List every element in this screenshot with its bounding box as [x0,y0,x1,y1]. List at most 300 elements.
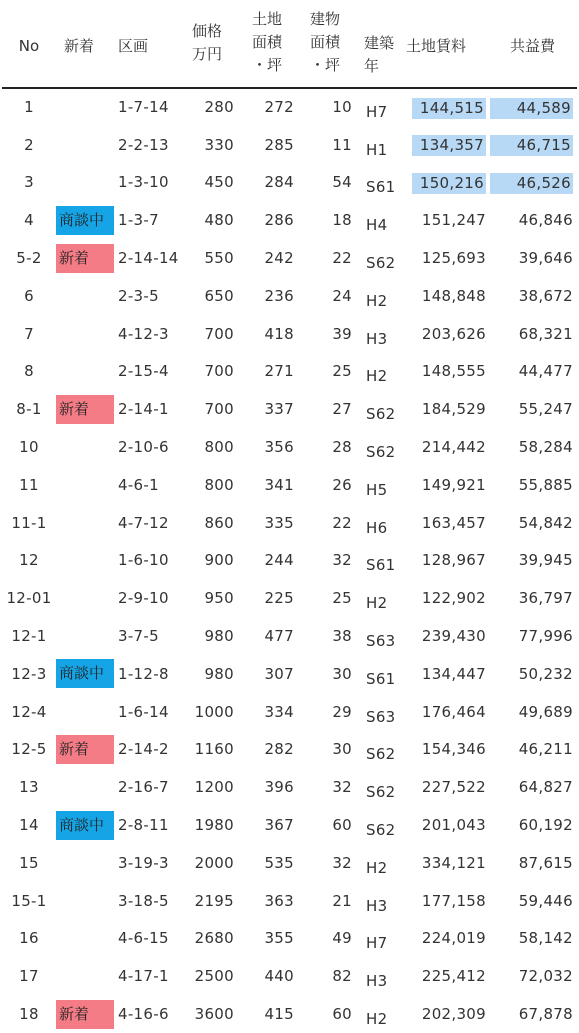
row-block: 2-2-13 [118,135,169,154]
row-land-rent [406,164,490,202]
header-built-year [360,0,406,88]
header-bldg-line-1: 建物 [310,10,341,28]
common-fee-value: 44,477 [518,362,573,381]
row-built-year: H7 [366,934,388,953]
row-land-rent [406,428,490,466]
row-no: 10 [19,438,39,457]
row-common-fee [490,806,577,844]
row-price: 1980 [194,816,234,835]
common-fee-value: 49,689 [518,702,573,721]
header-price-line-2: 万円 [192,45,223,63]
land-rent-value: 134,447 [421,664,486,683]
row-land-rent [406,315,490,353]
row-price: 700 [204,362,234,381]
row-common-fee [490,164,577,202]
row-building-area: 38 [332,627,352,646]
row-status-cell [56,542,114,580]
table-row [2,882,577,920]
row-building-area: 29 [332,702,352,721]
land-rent-value: 224,019 [421,929,486,948]
row-no: 17 [19,967,39,986]
row-status-cell [56,844,114,882]
property-table [2,0,577,1033]
header-block: 区画 [114,0,190,88]
row-building-area: 10 [332,98,352,117]
land-rent-value: 154,346 [421,740,486,759]
common-fee-value: 58,142 [518,929,573,948]
row-common-fee [490,617,577,655]
land-rent-value: 128,967 [421,551,486,570]
header-land-area [240,0,300,88]
row-price: 1160 [194,740,234,759]
land-rent-value: 202,309 [421,1005,486,1024]
row-built-year: H2 [366,291,388,310]
row-building-area: 21 [332,891,352,910]
row-no: 2 [24,135,34,154]
row-status-cell [56,164,114,202]
land-rent-value: 151,247 [421,211,486,230]
row-no: 8 [24,362,34,381]
row-block: 3-7-5 [118,627,159,646]
row-status-cell [56,806,114,844]
row-status-cell [56,88,114,126]
row-common-fee [490,957,577,995]
row-built-year: S62 [366,821,396,840]
row-price: 980 [204,664,234,683]
row-price: 700 [204,324,234,343]
row-no: 15 [19,853,39,872]
row-building-area: 82 [332,967,352,986]
row-block: 4-12-3 [118,324,169,343]
land-rent-value: 227,522 [421,778,486,797]
row-no: 12-1 [11,627,47,646]
row-block: 2-8-11 [118,816,169,835]
row-land-rent [406,693,490,731]
row-common-fee [490,201,577,239]
row-status-cell [56,390,114,428]
common-fee-value: 68,321 [518,324,573,343]
row-built-year: S61 [366,556,396,575]
row-built-year: S63 [366,632,396,651]
common-fee-value: 46,715 [490,135,573,156]
row-no: 3 [24,173,34,192]
row-land-area: 477 [264,627,294,646]
common-fee-value: 39,945 [518,551,573,570]
row-land-area: 335 [264,513,294,532]
row-land-rent [406,277,490,315]
header-land-rent: 土地賃料 [406,0,490,88]
row-land-area: 284 [264,173,294,192]
row-land-area: 244 [264,551,294,570]
row-building-area: 49 [332,929,352,948]
land-rent-value: 122,902 [421,589,486,608]
common-fee-value: 38,672 [518,286,573,305]
row-common-fee [490,126,577,164]
row-price: 900 [204,551,234,570]
row-price: 2000 [194,853,234,872]
row-common-fee [490,995,577,1033]
row-status-cell [56,768,114,806]
row-block: 2-15-4 [118,362,169,381]
new-badge: 新着 [56,735,114,764]
table-row [2,466,577,504]
land-rent-value: 176,464 [421,702,486,721]
table-row [2,164,577,202]
row-price: 1000 [194,702,234,721]
table-row [2,88,577,126]
row-price: 980 [204,627,234,646]
row-land-rent [406,882,490,920]
row-status-cell [56,617,114,655]
row-common-fee [490,844,577,882]
header-common-fee: 共益費 [490,0,577,88]
row-common-fee [490,655,577,693]
land-rent-value: 214,442 [421,438,486,457]
row-land-rent [406,806,490,844]
row-land-area: 356 [264,438,294,457]
row-building-area: 39 [332,324,352,343]
common-fee-value: 46,846 [518,211,573,230]
row-built-year: H3 [366,972,388,991]
header-land-line-2: 面積 [252,33,283,51]
row-land-area: 285 [264,135,294,154]
header-no: No [2,0,56,88]
common-fee-value: 55,247 [518,400,573,419]
table-row [2,390,577,428]
row-land-rent [406,844,490,882]
row-land-area: 236 [264,286,294,305]
row-status-cell [56,655,114,693]
row-common-fee [490,542,577,580]
land-rent-value: 184,529 [421,400,486,419]
row-land-rent [406,88,490,126]
row-no: 5-2 [16,249,42,268]
row-status-cell [56,579,114,617]
row-land-area: 341 [264,475,294,494]
row-land-rent [406,201,490,239]
row-common-fee [490,277,577,315]
row-block: 2-16-7 [118,778,169,797]
row-land-rent [406,353,490,391]
common-fee-value: 36,797 [518,589,573,608]
common-fee-value: 77,996 [518,627,573,646]
row-land-rent [406,617,490,655]
row-no: 7 [24,324,34,343]
row-common-fee [490,315,577,353]
common-fee-value: 55,885 [518,475,573,494]
row-building-area: 32 [332,778,352,797]
header-bldg-line-3: ・坪 [310,56,341,74]
table-row [2,920,577,958]
row-price: 2680 [194,929,234,948]
row-land-rent [406,542,490,580]
row-status-cell [56,882,114,920]
row-building-area: 25 [332,589,352,608]
row-built-year: S63 [366,707,396,726]
table-row [2,277,577,315]
land-rent-value: 148,848 [421,286,486,305]
row-common-fee [490,504,577,542]
row-built-year: H6 [366,518,388,537]
row-no: 8-1 [16,400,42,419]
row-price: 700 [204,400,234,419]
row-common-fee [490,353,577,391]
row-block: 1-3-7 [118,211,159,230]
row-land-area: 272 [264,98,294,117]
table-row [2,995,577,1033]
row-building-area: 32 [332,551,352,570]
row-price: 950 [204,589,234,608]
land-rent-value: 203,626 [421,324,486,343]
header-new: 新着 [56,0,114,88]
row-no: 6 [24,286,34,305]
table-row [2,126,577,164]
row-status-cell [56,466,114,504]
row-building-area: 60 [332,816,352,835]
row-built-year: H2 [366,594,388,613]
row-land-rent [406,655,490,693]
row-status-cell [56,504,114,542]
row-built-year: H2 [366,858,388,877]
row-land-area: 367 [264,816,294,835]
row-price: 480 [204,211,234,230]
row-status-cell [56,995,114,1033]
row-land-area: 242 [264,249,294,268]
table-row [2,655,577,693]
row-no: 18 [19,1005,39,1024]
row-building-area: 22 [332,513,352,532]
row-land-area: 418 [264,324,294,343]
row-common-fee [490,579,577,617]
row-built-year: S61 [366,178,396,197]
row-building-area: 18 [332,211,352,230]
row-building-area: 28 [332,438,352,457]
row-land-area: 286 [264,211,294,230]
row-status-cell [56,428,114,466]
row-common-fee [490,390,577,428]
row-price: 1200 [194,778,234,797]
row-land-rent [406,579,490,617]
row-common-fee [490,693,577,731]
row-land-area: 535 [264,853,294,872]
common-fee-value: 50,232 [518,664,573,683]
row-no: 4 [24,211,34,230]
row-status-cell [56,201,114,239]
row-building-area: 27 [332,400,352,419]
row-land-rent [406,466,490,504]
common-fee-value: 46,211 [518,740,573,759]
row-block: 2-10-6 [118,438,169,457]
row-price: 330 [204,135,234,154]
negotiating-badge: 商談中 [56,659,114,688]
row-price: 450 [204,173,234,192]
row-block: 1-3-10 [118,173,169,192]
common-fee-value: 72,032 [518,967,573,986]
common-fee-value: 58,284 [518,438,573,457]
land-rent-value: 144,515 [412,98,486,119]
negotiating-badge: 商談中 [56,206,114,235]
row-land-area: 334 [264,702,294,721]
row-land-rent [406,239,490,277]
row-land-area: 396 [264,778,294,797]
row-block: 3-18-5 [118,891,169,910]
row-status-cell [56,957,114,995]
table-row [2,768,577,806]
row-no: 12 [19,551,39,570]
table-row [2,693,577,731]
row-price: 280 [204,98,234,117]
row-built-year: S61 [366,669,396,688]
land-rent-value: 225,412 [421,967,486,986]
common-fee-value: 64,827 [518,778,573,797]
table-row [2,806,577,844]
row-price: 650 [204,286,234,305]
row-building-area: 22 [332,249,352,268]
row-land-rent [406,390,490,428]
common-fee-value: 44,589 [490,98,573,119]
row-block: 2-14-1 [118,400,169,419]
row-land-rent [406,957,490,995]
row-land-area: 363 [264,891,294,910]
row-block: 4-7-12 [118,513,169,532]
row-no: 15-1 [11,891,47,910]
row-common-fee [490,768,577,806]
row-price: 860 [204,513,234,532]
row-common-fee [490,882,577,920]
row-status-cell [56,126,114,164]
row-building-area: 54 [332,173,352,192]
row-no: 14 [19,816,39,835]
row-status-cell [56,353,114,391]
row-no: 16 [19,929,39,948]
row-built-year: S62 [366,254,396,273]
row-building-area: 30 [332,664,352,683]
common-fee-value: 54,842 [518,513,573,532]
header-land-line-1: 土地 [252,10,283,28]
row-block: 1-7-14 [118,98,169,117]
land-rent-value: 149,921 [421,475,486,494]
row-status-cell [56,920,114,958]
row-status-cell [56,693,114,731]
row-building-area: 24 [332,286,352,305]
row-no: 12-4 [11,702,47,721]
common-fee-value: 60,192 [518,816,573,835]
row-land-area: 307 [264,664,294,683]
row-block: 4-6-15 [118,929,169,948]
table-row [2,844,577,882]
row-status-cell [56,731,114,769]
table-header-row [2,0,577,88]
row-building-area: 26 [332,475,352,494]
row-built-year: H5 [366,480,388,499]
land-rent-value: 177,158 [421,891,486,910]
table-row [2,731,577,769]
row-no: 12-01 [6,589,52,608]
header-bldg-line-2: 面積 [310,33,341,51]
row-price: 2500 [194,967,234,986]
row-built-year: H3 [366,896,388,915]
negotiating-badge: 商談中 [56,811,114,840]
row-block: 3-19-3 [118,853,169,872]
table-row [2,239,577,277]
row-price: 3600 [194,1005,234,1024]
row-block: 2-9-10 [118,589,169,608]
row-no: 1 [24,98,34,117]
row-status-cell [56,277,114,315]
table-row [2,957,577,995]
new-badge: 新着 [56,395,114,424]
row-price: 2195 [194,891,234,910]
table-row [2,579,577,617]
land-rent-value: 163,457 [421,513,486,532]
land-rent-value: 239,430 [421,627,486,646]
header-building-area [300,0,360,88]
row-common-fee [490,466,577,504]
row-built-year: H3 [366,329,388,348]
row-block: 4-6-1 [118,475,159,494]
row-land-rent [406,504,490,542]
table-body [2,88,577,1033]
row-built-year: H2 [366,1010,388,1029]
row-price: 550 [204,249,234,268]
row-built-year: H4 [366,216,388,235]
row-land-area: 415 [264,1005,294,1024]
table-row [2,504,577,542]
row-building-area: 30 [332,740,352,759]
row-common-fee [490,920,577,958]
new-badge: 新着 [56,1000,114,1029]
row-building-area: 11 [332,135,352,154]
row-no: 11-1 [11,513,47,532]
row-building-area: 60 [332,1005,352,1024]
table-row [2,201,577,239]
row-block: 1-6-10 [118,551,169,570]
row-built-year: S62 [366,405,396,424]
land-rent-value: 148,555 [421,362,486,381]
land-rent-value: 150,216 [412,173,486,194]
row-land-rent [406,731,490,769]
row-block: 2-3-5 [118,286,159,305]
land-rent-value: 134,357 [412,135,486,156]
row-price: 800 [204,475,234,494]
row-common-fee [490,88,577,126]
row-land-area: 440 [264,967,294,986]
header-year-line-2: 年 [364,57,380,75]
common-fee-value: 87,615 [518,853,573,872]
row-land-area: 225 [264,589,294,608]
row-block: 4-16-6 [118,1005,169,1024]
table-row [2,617,577,655]
row-price: 800 [204,438,234,457]
common-fee-value: 59,446 [518,891,573,910]
row-land-rent [406,126,490,164]
row-built-year: H2 [366,367,388,386]
table-row [2,428,577,466]
new-badge: 新着 [56,244,114,273]
row-no: 13 [19,778,39,797]
land-rent-value: 334,121 [421,853,486,872]
row-status-cell [56,239,114,277]
common-fee-value: 39,646 [518,249,573,268]
row-block: 4-17-1 [118,967,169,986]
row-built-year: S62 [366,443,396,462]
table-row [2,315,577,353]
common-fee-value: 46,526 [490,173,573,194]
row-block: 1-12-8 [118,664,169,683]
header-price-line-1: 価格 [192,22,223,40]
row-land-area: 282 [264,740,294,759]
header-year-line-1: 建築 [364,34,395,52]
